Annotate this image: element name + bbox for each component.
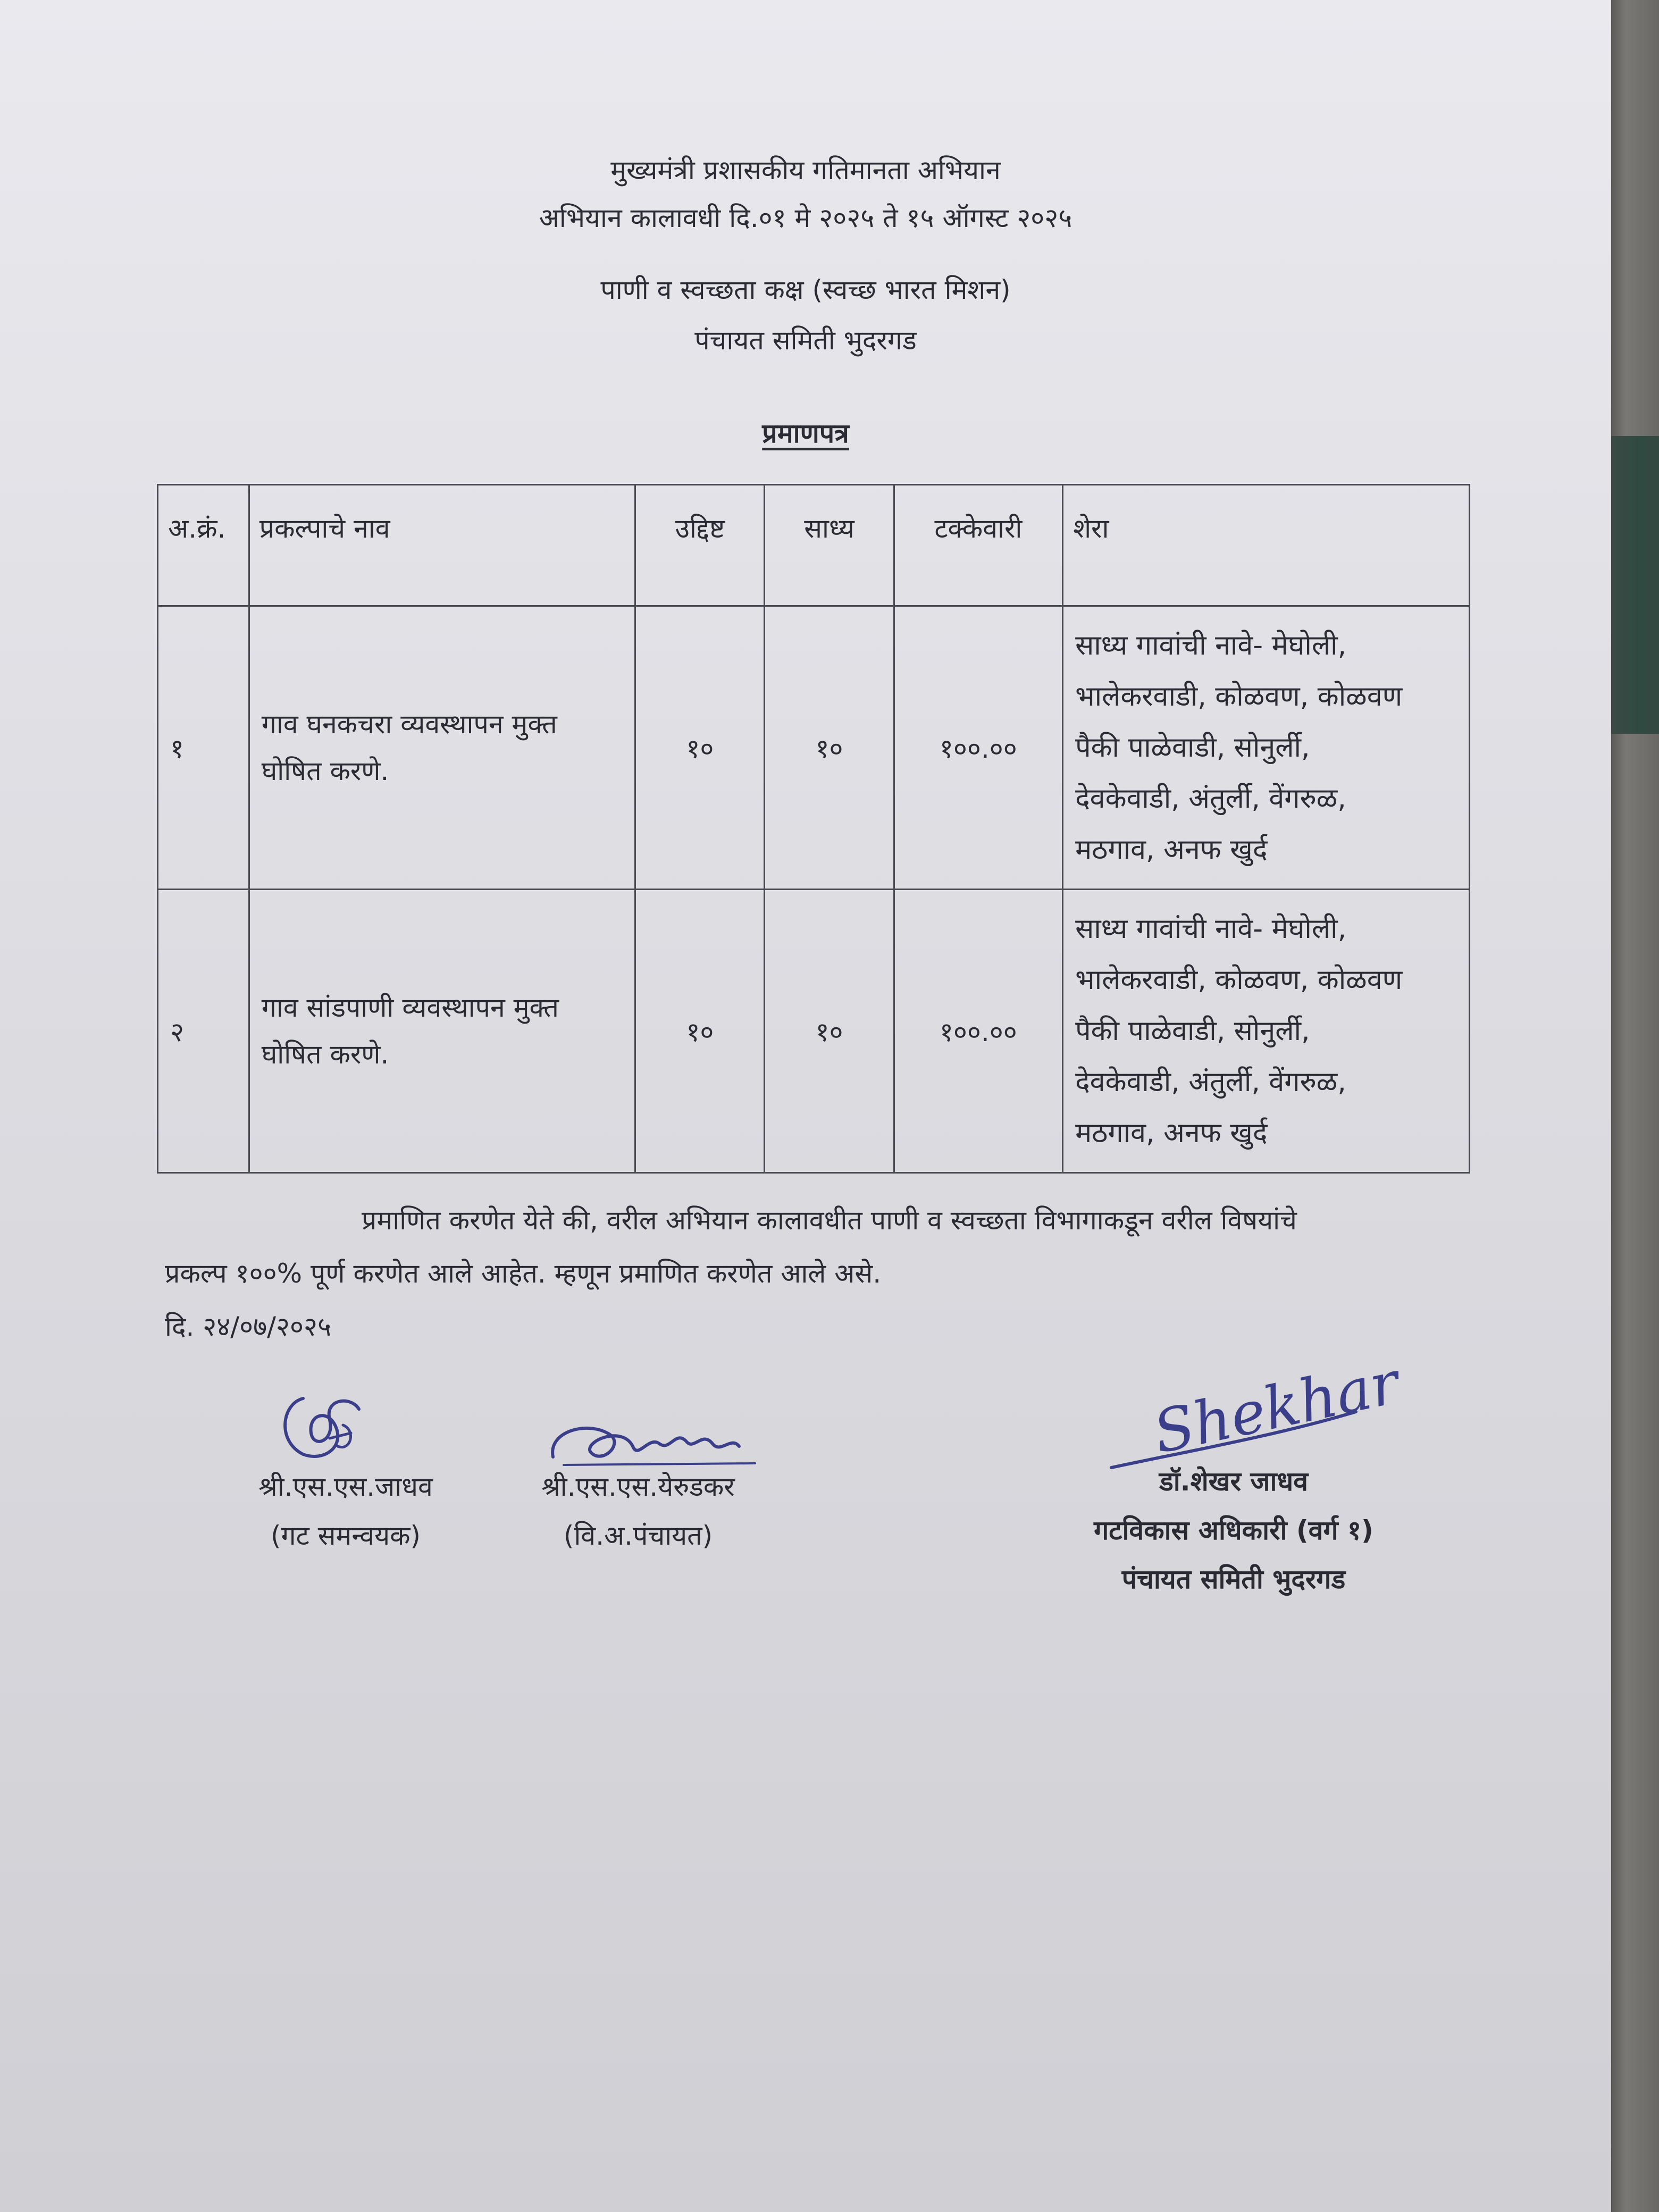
- statement-line: प्रकल्प १००% पूर्ण करणेत आले आहेत. म्हणून प्रमाणित करणेत आले असे.: [165, 1258, 882, 1289]
- column-header-percentage: टक्केवारी: [894, 485, 1062, 606]
- cell-project-name: [249, 606, 635, 890]
- remark-line: पैकी पाळेवाडी, सोनुर्ली,: [1075, 1015, 1310, 1047]
- signatory-designation: (गट समन्वयक): [270, 1520, 421, 1551]
- remark-line: देवकेवाडी, अंतुर्ली, वेंगरुळ,: [1075, 783, 1346, 815]
- projects-table: [157, 484, 1470, 1174]
- certificate-title: प्रमाणपत्र: [762, 418, 849, 449]
- header-campaign-period: अभियान कालावधी दि.०१ मे २०२५ ते १५ ऑगस्ट २०२५: [539, 203, 1073, 233]
- cell-target: १०: [635, 890, 765, 1173]
- cell-project-name: [249, 890, 635, 1173]
- cell-achieved: १०: [765, 606, 894, 890]
- table-header-row: [158, 485, 1470, 606]
- remark-line: पैकी पाळेवाडी, सोनुर्ली,: [1075, 732, 1310, 764]
- signature-third-text: Shekhar: [1147, 1348, 1405, 1467]
- column-header-target: उद्दिष्ट: [635, 485, 765, 606]
- signatory-third: [1021, 1457, 1446, 1604]
- statement-date: दि. २४/०७/२०२५: [165, 1311, 331, 1342]
- cell-serial: १: [158, 606, 249, 890]
- remark-line: मठगाव, अनफ खुर्द: [1075, 1117, 1268, 1149]
- cell-serial: २: [158, 890, 249, 1173]
- signatory-second: [489, 1462, 787, 1560]
- project-name-line: गाव सांडपाणी व्यवस्थापन मुक्त: [261, 992, 559, 1023]
- project-name-line: घोषित करणे.: [261, 1039, 389, 1070]
- background-edge: [1611, 0, 1659, 2212]
- cell-achieved: १०: [765, 890, 894, 1173]
- certification-statement: [165, 1194, 1462, 1353]
- statement-line: प्रमाणित करणेत येते की, वरील अभियान कालावधीत पाणी व स्वच्छता विभागाकडून वरील विषयांचे: [362, 1205, 1297, 1236]
- remark-line: भालेकरवाडी, कोळवण, कोळवण: [1075, 964, 1403, 996]
- header-office: पंचायत समिती भुदरगड: [694, 325, 917, 356]
- column-header-achieved: साध्य: [765, 485, 894, 606]
- table-row: [158, 606, 1470, 890]
- cell-remarks: [1063, 890, 1470, 1173]
- column-header-project-name: प्रकल्पाचे नाव: [249, 485, 635, 606]
- signatory-designation: गटविकास अधिकारी (वर्ग १): [1094, 1515, 1373, 1546]
- project-name-line: गाव घनकचरा व्यवस्थापन मुक्त: [261, 709, 557, 740]
- signatory-designation: (वि.अ.पंचायत): [563, 1520, 713, 1551]
- table-row: [158, 890, 1470, 1173]
- header-campaign-title: मुख्यमंत्री प्रशासकीय गतिमानता अभियान: [610, 155, 1001, 186]
- cell-percentage: १००.००: [894, 890, 1062, 1173]
- signatory-name: डॉ.शेखर जाधव: [1159, 1466, 1309, 1497]
- signatory-name: श्री.एस.एस.जाधव: [258, 1471, 433, 1502]
- project-name-line: घोषित करणे.: [261, 756, 389, 786]
- remark-line: मठगाव, अनफ खुर्द: [1075, 834, 1268, 866]
- cell-target: १०: [635, 606, 765, 890]
- remark-line: देवकेवाडी, अंतुर्ली, वेंगरुळ,: [1075, 1066, 1346, 1098]
- background-object: [1611, 436, 1659, 734]
- cell-percentage: १००.००: [894, 606, 1062, 890]
- signatory-office: पंचायत समिती भुदरगड: [1121, 1564, 1346, 1595]
- column-header-serial: अ.क्रं.: [158, 485, 249, 606]
- signature-first-scribble: [271, 1388, 378, 1473]
- remark-line: साध्य गावांची नावे- मेघोली,: [1075, 913, 1347, 945]
- signatory-name: श्री.एस.एस.येरुडकर: [541, 1471, 735, 1502]
- header-department: पाणी व स्वच्छता कक्ष (स्वच्छ भारत मिशन): [600, 274, 1011, 305]
- cell-remarks: [1063, 606, 1470, 890]
- remark-line: साध्य गावांची नावे- मेघोली,: [1075, 630, 1347, 661]
- remark-line: भालेकरवाडी, कोळवण, कोळवण: [1075, 681, 1403, 713]
- signatory-first: [213, 1462, 479, 1560]
- column-header-remarks: शेरा: [1063, 485, 1470, 606]
